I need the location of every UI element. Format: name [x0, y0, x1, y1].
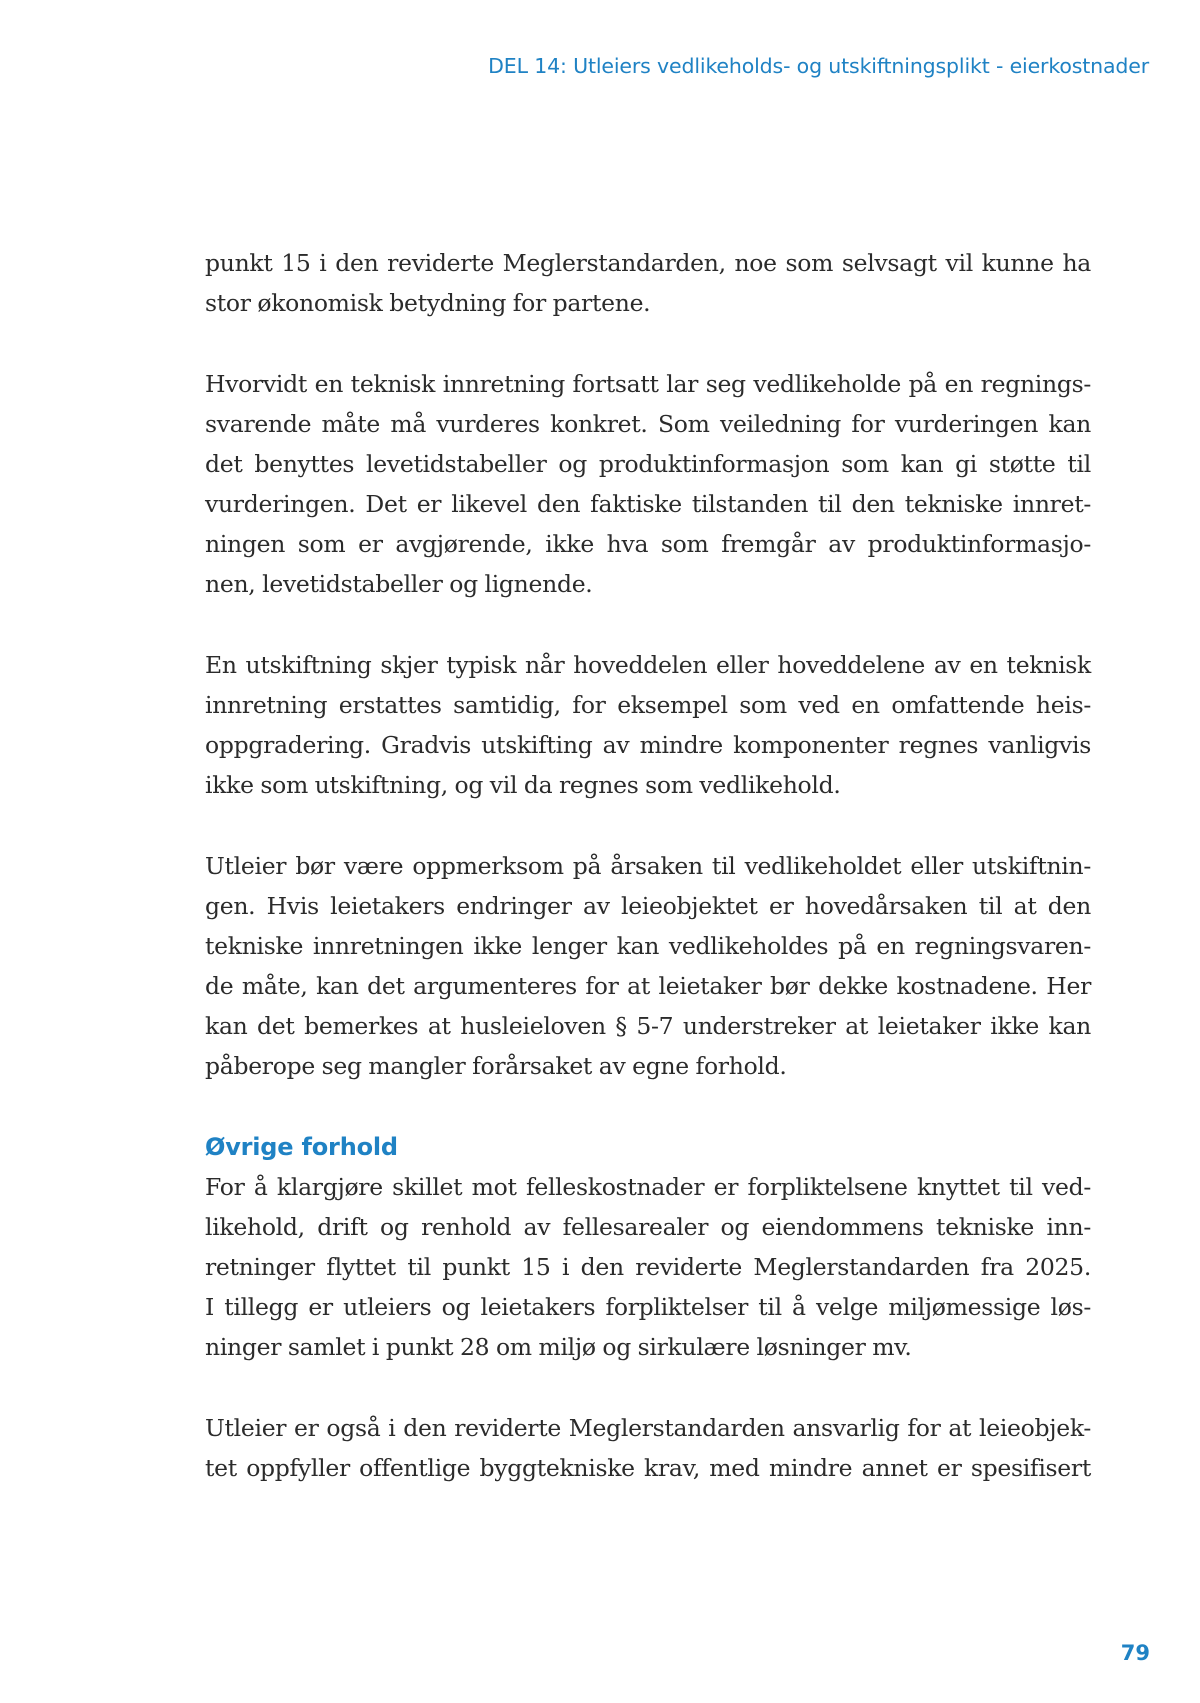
paragraph-maintenance-assessment	[205, 364, 1091, 604]
text-line: ninger samlet i punkt 28 om miljø og sirkulære løsninger mv.	[205, 1333, 912, 1361]
section-heading: Øvrige forhold	[205, 1133, 398, 1161]
text-line: For å klargjøre skillet mot felleskostnader er forpliktelsene knyttet til ved-	[205, 1173, 1091, 1201]
text-line: Hvorvidt en teknisk innretning fortsatt lar seg vedlikeholde på en regnings-	[205, 370, 1091, 398]
text-line: de måte, kan det argumenteres for at leietaker bør dekke kostnadene. Her	[205, 972, 1091, 1000]
text-line: svarende måte må vurderes konkret. Som veiledning for vurderingen kan	[205, 410, 1091, 438]
paragraph-continued	[205, 243, 1091, 323]
text-line: ningen som er avgjørende, ikke hva som fremgår av produktinformasjo-	[205, 530, 1091, 558]
text-line: I tillegg er utleiers og leietakers forpliktelser til å velge miljømessige løs-	[205, 1293, 1091, 1321]
page-content	[205, 243, 1091, 1488]
text-line: Utleier er også i den reviderte Meglerstandarden ansvarlig for at leieobjek-	[205, 1414, 1091, 1442]
text-line: nen, levetidstabeller og lignende.	[205, 570, 593, 598]
text-line: innretning erstattes samtidig, for eksempel som ved en omfattende heis-	[205, 691, 1091, 719]
text-line: Utleier bør være oppmerksom på årsaken til vedlikeholdet eller utskiftnin-	[205, 852, 1091, 880]
text-line: likehold, drift og renhold av fellesarealer og eiendommens tekniske inn-	[205, 1213, 1091, 1241]
page-number: 79	[1120, 1641, 1150, 1665]
text-line: ikke som utskiftning, og vil da regnes som vedlikehold.	[205, 771, 841, 799]
text-line: retninger flyttet til punkt 15 i den reviderte Meglerstandarden fra 2025.	[205, 1253, 1091, 1281]
text-line: tet oppfyller offentlige byggtekniske krav, med mindre annet er spesifisert	[205, 1454, 1091, 1482]
paragraph-cause	[205, 846, 1091, 1086]
text-line: oppgradering. Gradvis utskifting av mindre komponenter regnes vanligvis	[205, 731, 1091, 759]
paragraph-replacement	[205, 645, 1091, 805]
paragraph-other-matters	[205, 1167, 1091, 1367]
text-line: gen. Hvis leietakers endringer av leieobjektet er hovedårsaken til at den	[205, 892, 1091, 920]
text-line: stor økonomisk betydning for partene.	[205, 289, 651, 317]
text-line: kan det bemerkes at husleieloven § 5-7 understreker at leietaker ikke kan	[205, 1012, 1091, 1040]
text-line: det benyttes levetidstabeller og produktinformasjon som kan gi støtte til	[205, 450, 1091, 478]
text-line: punkt 15 i den reviderte Meglerstandarden, noe som selvsagt vil kunne ha	[205, 249, 1091, 277]
running-header: DEL 14: Utleiers vedlikeholds- og utskiftningsplikt - eierkostnader	[488, 54, 1149, 78]
text-line: tekniske innretningen ikke lenger kan vedlikeholdes på en regningsvaren-	[205, 932, 1091, 960]
text-line: påberope seg mangler forårsaket av egne forhold.	[205, 1052, 787, 1080]
text-line: En utskiftning skjer typisk når hoveddelen eller hoveddelene av en teknisk	[205, 651, 1091, 679]
text-line: vurderingen. Det er likevel den faktiske tilstanden til den tekniske innret-	[205, 490, 1091, 518]
paragraph-public-requirements	[205, 1408, 1091, 1488]
